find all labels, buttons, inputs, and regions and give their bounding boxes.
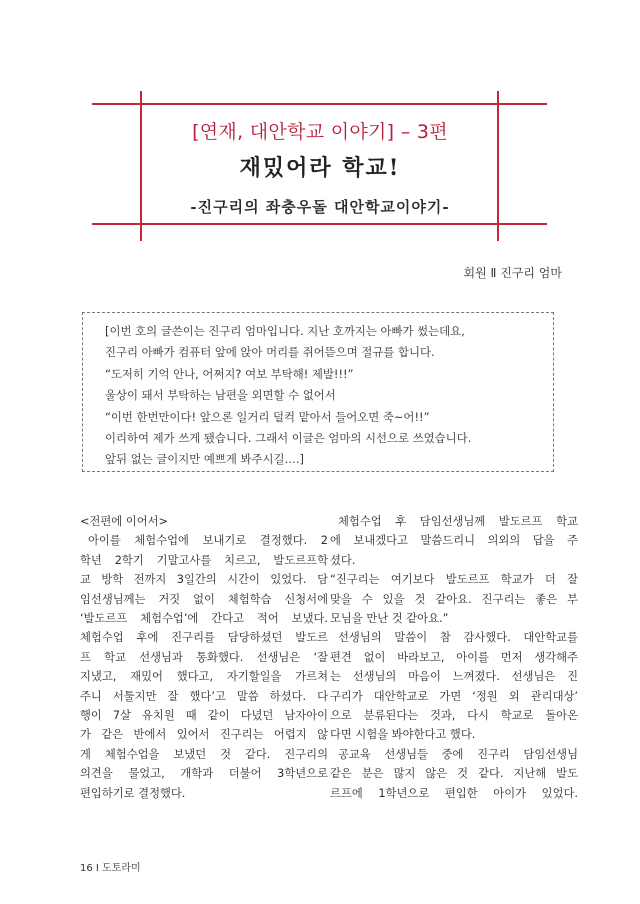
- column-line: ‘발도르프 체험수업’에 간다고 적어 보냈다.: [80, 612, 328, 626]
- intro-line: 울상이 돼서 부탁하는 남편을 외면할 수 없어서: [105, 388, 336, 403]
- column-line: <전편에 이어서>: [80, 515, 168, 528]
- column-line: 편입하기로 결정했다.: [80, 786, 186, 800]
- left-column: [80, 512, 328, 803]
- intro-line: “이번 한번만이다! 앞으론 일거리 덜컥 맡아서 들어오면 죽~어!!”: [105, 409, 430, 424]
- frame-line-top: [92, 103, 547, 105]
- column-line: 임선생님께는 거짓 없이 체험학습 신청서에: [80, 592, 328, 606]
- intro-line: 이리하여 제가 쓰게 됐습니다. 그래서 이글은 엄마의 시선으로 쓰였습니다.: [105, 431, 472, 446]
- column-line: “진구리는 여기보다 발도르프 학교가 더 잘: [330, 573, 578, 587]
- subheadline: -진구리의 좌충우돌 대안학교이야기-: [190, 198, 450, 216]
- column-line: 모님을 만난 것 같아요.”: [330, 612, 449, 626]
- right-column: [330, 512, 578, 803]
- column-line: 선생님의 말씀이 참 감사했다. 대안학교를: [338, 631, 578, 645]
- column-line: 프 학교 선생님과 통화했다. 선생님은 ‘잘: [80, 650, 328, 664]
- column-line: 체험수업 후에 진구리를 담당하셨던 발도르: [80, 631, 328, 645]
- column-line: 구리가 대안학교로 가면 ‘정원 외 관리대상’: [330, 689, 578, 703]
- intro-line: 앞뒤 없는 글이지만 예쁘게 봐주시길….]: [105, 452, 304, 467]
- intro-box: [82, 312, 554, 472]
- column-line: 행이 7살 유치원 때 같이 다녔던 남자아이: [80, 709, 328, 723]
- column-line: 교 방학 전까지 3일간의 시간이 있었다. 담: [80, 573, 328, 587]
- series-title: [연재, 대안학교 이야기] – 3편: [192, 121, 448, 143]
- column-line: 편견 없이 바라보고, 아이를 먼저 생각해주: [330, 650, 578, 664]
- page-footer: 16 Ⅰ 도토라미: [80, 863, 141, 874]
- intro-line: “도저히 기억 안나, 어쩌지? 여보 부탁해! 제발!!!”: [105, 366, 354, 381]
- column-line: 으로 분류된다는 것과, 다시 학교로 돌아온: [330, 709, 578, 723]
- column-line: 셨다.: [330, 553, 356, 567]
- column-line: 에 보내겠다고 말씀드리니 의외의 답을 주: [330, 534, 578, 548]
- column-line: 같은 분은 많지 않은 것 같다. 지난해 발도: [330, 767, 578, 781]
- column-line: 다면 시험을 봐야한다고 했다.: [330, 728, 476, 742]
- column-line: 아이를 체험수업에 보내기로 결정했다. 2: [88, 534, 328, 548]
- column-line: 의견을 물었고, 개학과 더불어 3학년으로: [80, 767, 328, 781]
- column-line: 가 같은 반에서 있어서 진구리는 어렵지 않: [80, 728, 328, 742]
- column-line: 학년 2학기 기말고사를 치르고, 발도르프학: [80, 553, 328, 567]
- intro-line: [이번 호의 글쓴이는 진구리 엄마입니다. 지난 호까지는 아빠가 썼는데요,: [105, 324, 465, 338]
- column-line: 는 선생님의 마음이 느껴졌다. 선생님은 진: [330, 670, 578, 684]
- column-line: 체험수업 후 담임선생님께 발도르프 학교: [338, 515, 578, 528]
- frame-line-bottom: [92, 223, 547, 225]
- column-line: 맞을 수 있을 것 같아요. 진구리는 좋은 부: [330, 592, 578, 606]
- column-line: 게 체험수업을 보냈던 것 같다. 진구리의: [80, 747, 328, 761]
- column-line: 주니 서툴지만 잘 했다’고 말씀 하셨다. 다: [80, 689, 328, 703]
- column-line: 공교육 선생님들 중에 진구리 담임선생님: [338, 747, 578, 761]
- column-line: 르프에 1학년으로 편입한 아이가 있었다.: [330, 786, 578, 800]
- byline: 회원 Ⅱ 진구리 엄마: [463, 266, 562, 280]
- headline: 재밌어라 학교!: [239, 155, 401, 181]
- column-line: 지냈고, 재밌어 했다고, 자기할일을 가르쳐: [80, 670, 328, 684]
- intro-line: 진구리 아빠가 컴퓨터 앞에 앉아 머리를 쥐어뜯으며 절규를 합니다.: [105, 345, 435, 360]
